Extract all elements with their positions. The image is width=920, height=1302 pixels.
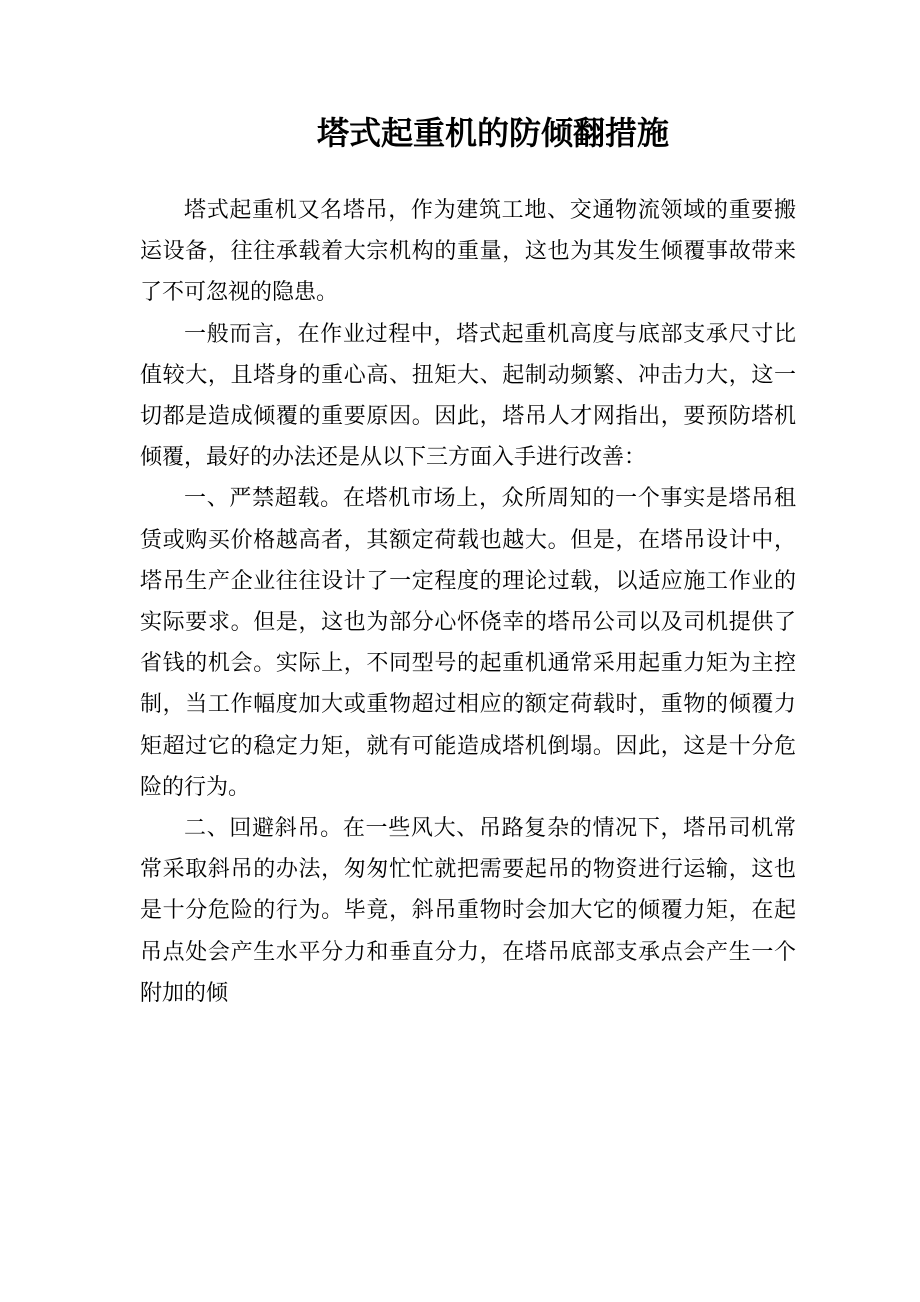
paragraph-avoid-oblique-lifting: 二、回避斜吊。在一些风大、吊路复杂的情况下，塔吊司机常常采取斜吊的办法，匆匆忙忙就把需要起吊的物资进行运输，这也是十分危险的行为。毕竟，斜吊重物时会加大它的倾覆力矩，在起吊点处会产生水平分力和垂直分力，在塔吊底部支承点会产生一个附加的倾 [140, 816, 796, 1006]
paragraph-no-overload: 一、严禁超载。在塔机市场上，众所周知的一个事实是塔吊租赁或购买价格越高者，其额定荷载也越大。但是，在塔吊设计中，塔吊生产企业往往设计了一定程度的理论过载，以适应施工作业的实际要求。但是，这也为部分心怀侥幸的塔吊公司以及司机提供了省钱的机会。实际上，不同型号的起重机通常采用起重力矩为主控制，当工作幅度加大或重物超过相应的额定荷载时，重物的倾覆力矩超过它的稳定力矩，就有可能造成塔机倒塌。因此，这是十分危险的行为。 [140, 486, 796, 800]
document-body [140, 190, 796, 1014]
document-title: 塔式起重机的防倾翻措施 [316, 114, 669, 152]
paragraph-causes: 一般而言，在作业过程中，塔式起重机高度与底部支承尺寸比值较大，且塔身的重心高、扭矩大、起制动频繁、冲击力大，这一切都是造成倾覆的重要原因。因此，塔吊人才网指出，要预防塔机倾覆，最好的办法还是从以下三方面入手进行改善： [140, 321, 796, 471]
paragraph-intro: 塔式起重机又名塔吊，作为建筑工地、交通物流领域的重要搬运设备，往往承载着大宗机构的重量，这也为其发生倾覆事故带来了不可忽视的隐患。 [140, 198, 796, 306]
